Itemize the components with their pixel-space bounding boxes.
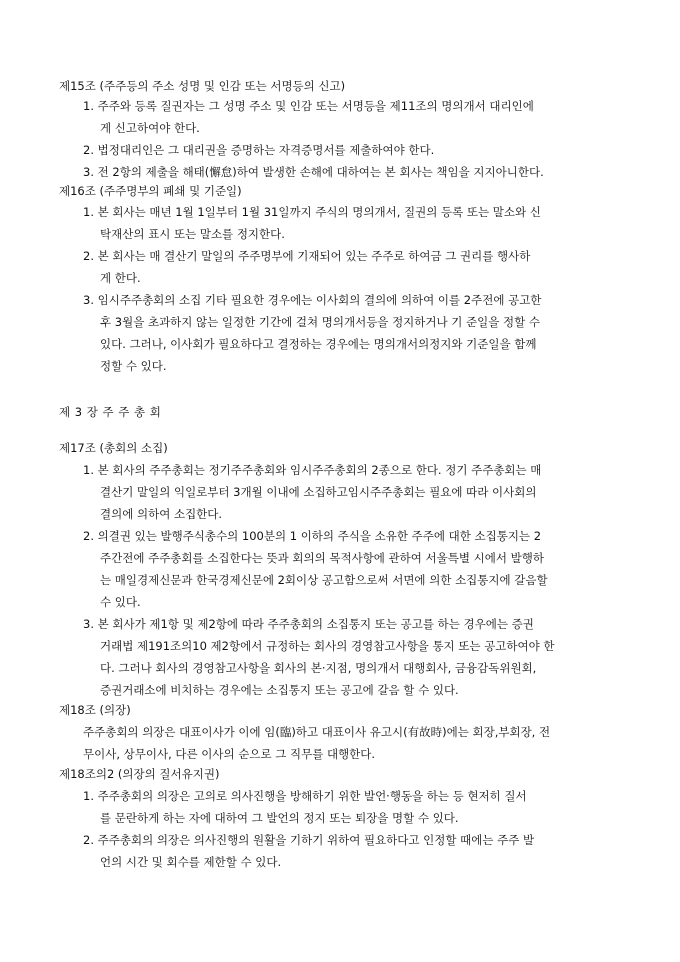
article-15-item-1-cont: 게 신고하여야 한다. xyxy=(100,121,200,135)
article-18-text-cont: 무이사, 상무이사, 다른 이사의 순으로 그 직무를 대행한다. xyxy=(83,747,376,761)
article-16-item-3: 3. 임시주주총회의 소집 기타 필요한 경우에는 이사회의 결의에 의하여 이를 2주전에 공고한 xyxy=(83,293,542,307)
article-17-item-1-cont-1: 결산기 말일의 익일로부터 3개월 이내에 소집하고임시주주총회는 필요에 따라 이사회의 xyxy=(100,485,537,499)
article-17-item-2-cont-1: 주간전에 주주총회를 소집한다는 뜻과 회의의 목적사항에 관하여 서울특별 시에서 발행하 xyxy=(100,551,544,565)
article-17-item-3-cont-3: 증권거래소에 비치하는 경우에는 소집통지 또는 공고에 갈음 할 수 있다. xyxy=(100,683,459,697)
article-18-2-item-2-cont: 언의 시간 및 회수를 제한할 수 있다. xyxy=(100,855,282,869)
article-18-2-heading: 제18조의2 (의장의 질서유지권) xyxy=(59,767,220,781)
article-17-item-1: 1. 본 회사의 주주총회는 정기주주총회와 임시주주총회의 2종으로 한다. 정기 주주총회는 매 xyxy=(83,463,542,477)
article-16-item-3-cont-2: 있다. 그러나, 이사회가 필요하다고 결정하는 경우에는 명의개서의정지와 기준일을 함께 xyxy=(100,337,537,351)
article-18-2-item-2: 2. 주주총회의 의장은 의사진행의 원활을 기하기 위하여 필요하다고 인정할 때에는 주주 발 xyxy=(83,833,535,847)
article-17-item-2: 2. 의결권 있는 발행주식총수의 100분의 1 이하의 주식을 소유한 주주에 대한 소집통지는 2 xyxy=(83,529,542,543)
article-16-item-3-cont-1: 후 3월을 초과하지 않는 일정한 기간에 걸쳐 명의개서등을 정지하거나 기 준일을 정할 수 xyxy=(100,315,540,329)
article-18-2-item-1-cont: 를 문란하게 하는 자에 대하여 그 발언의 정지 또는 퇴장을 명할 수 있다. xyxy=(100,811,459,825)
article-16-item-2-cont: 게 한다. xyxy=(100,271,141,285)
article-15-item-1: 1. 주주와 등록 질권자는 그 성명 주소 및 인감 또는 서명등을 제11조의 명의개서 대리인에 xyxy=(83,99,534,113)
article-16-item-1: 1. 본 회사는 매년 1월 1일부터 1월 31일까지 주식의 명의개서, 질권의 등록 또는 말소와 신 xyxy=(83,205,541,219)
article-17-item-2-cont-2: 는 매일경제신문과 한국경제신문에 2회이상 공고함으로써 서면에 의한 소집통지에 갈음할 xyxy=(100,573,548,587)
article-15-item-2: 2. 법정대리인은 그 대리권을 증명하는 자격증명서를 제출하여야 한다. xyxy=(83,143,435,157)
article-18-2-item-1: 1. 주주총회의 의장은 고의로 의사진행을 방해하기 위한 발언·행동을 하는 등 현저히 질서 xyxy=(83,789,527,803)
article-17-heading: 제17조 (총회의 소집) xyxy=(59,441,168,455)
article-15-item-3: 3. 전 2항의 제출을 해태(懈怠)하여 발생한 손해에 대하여는 본 회사는 책임을 지지아니한다. xyxy=(83,165,544,179)
article-18-heading: 제18조 (의장) xyxy=(59,703,131,717)
article-16-item-3-cont-3: 정할 수 있다. xyxy=(100,359,167,373)
article-16-heading: 제16조 (주주명부의 폐쇄 및 기준일) xyxy=(59,184,242,198)
article-17-item-2-cont-3: 수 있다. xyxy=(100,595,141,609)
article-16-item-2: 2. 본 회사는 매 결산기 말일의 주주명부에 기재되어 있는 주주로 하여금 그 권리를 행사하 xyxy=(83,249,531,263)
chapter-3-title: 제 3 장 주 주 총 회 xyxy=(59,405,162,419)
article-16-item-1-cont: 탁재산의 표시 또는 말소를 정지한다. xyxy=(100,227,285,241)
article-17-item-3: 3. 본 회사가 제1항 및 제2항에 따라 주주총회의 소집통지 또는 공고를 하는 경우에는 증권 xyxy=(83,617,534,631)
article-15-heading: 제15조 (주주등의 주소 성명 및 인감 또는 서명등의 신고) xyxy=(59,79,346,93)
article-18-text: 주주총회의 의장은 대표이사가 이에 임(臨)하고 대표이사 유고시(有故時)에는 회장,부회장, 전 xyxy=(83,725,551,739)
article-17-item-3-cont-2: 다. 그러나 회사의 경영참고사항을 회사의 본·지점, 명의개서 대행회사, 금융감독위원회, xyxy=(100,661,537,675)
article-17-item-1-cont-2: 결의에 의하여 소집한다. xyxy=(100,507,223,521)
article-17-item-3-cont-1: 거래법 제191조의10 제2항에서 규정하는 회사의 경영참고사항을 통지 또는 공고하여야 한 xyxy=(100,639,555,653)
